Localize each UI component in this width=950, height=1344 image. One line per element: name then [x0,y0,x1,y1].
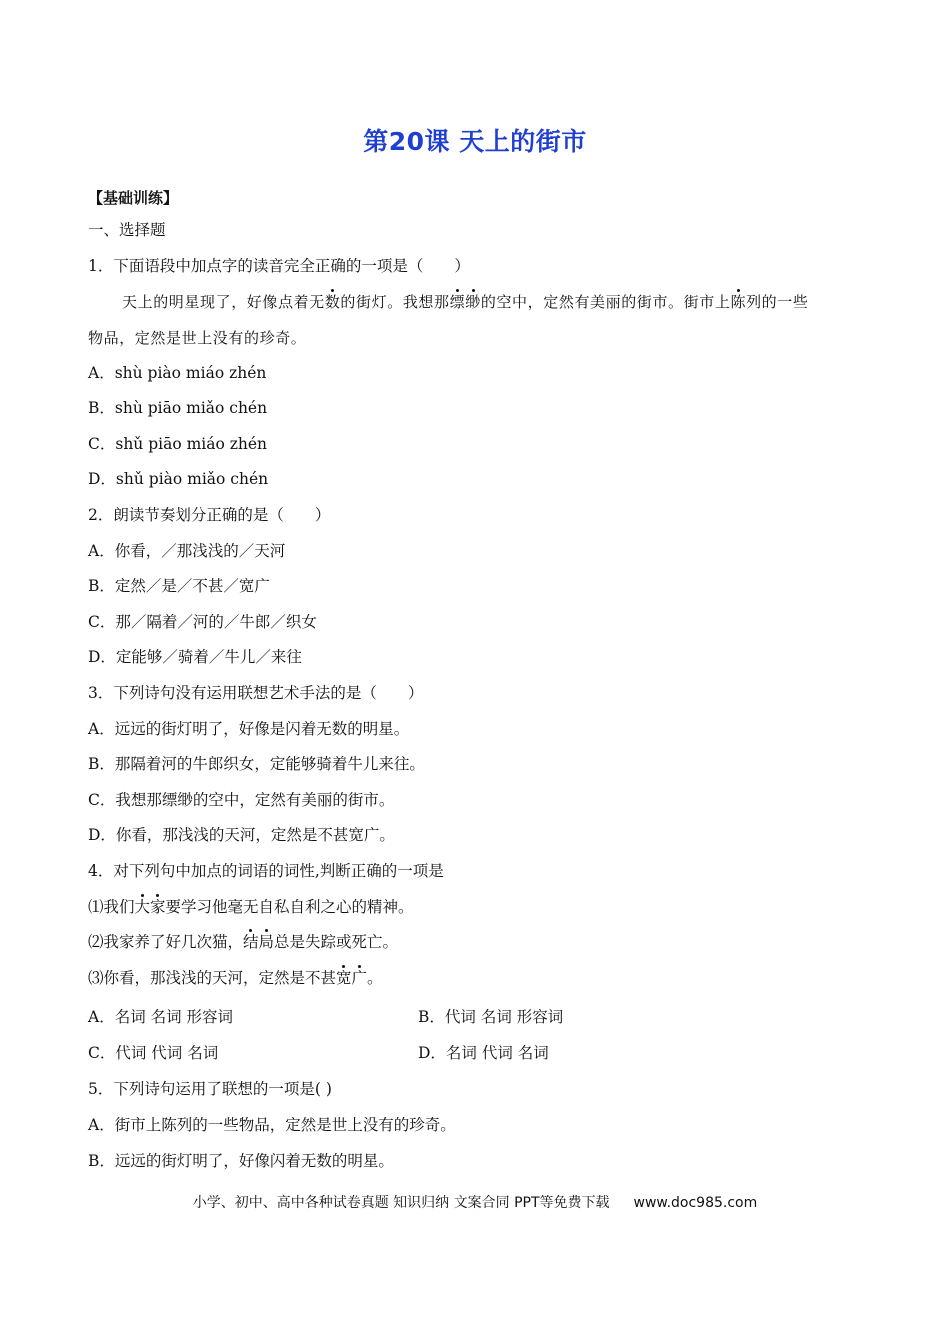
question-1-passage-line-1: 天上的明星现了，好像点着无数的街灯。我想那缥缈的空中，定然有美丽的街市。街市上陈列的一些 [122,293,809,311]
dotted-char: 大 [134,898,151,916]
question-4-option-d: D．名词 代词 名词 [418,1044,549,1062]
question-1-passage-line-2: 物品，定然是世上没有的珍奇。 [88,329,307,347]
question-4-option-b: B．代词 名词 形容词 [418,1008,564,1026]
dotted-char: 家 [150,898,166,916]
part-heading: 一、选择题 [88,221,166,239]
question-3-option-b: B．那隔着河的牛郎织女，定能够骑着牛儿来往。 [88,755,425,773]
question-3-option-c: C．我想那缥缈的空中，定然有美丽的街市。 [88,791,395,809]
dotted-char: 局 [258,933,275,951]
page-footer [0,1192,950,1212]
question-3-option-d: D．你看，那浅浅的天河，定然是不甚宽广。 [88,826,395,844]
question-1-option-d: D．shǔ piào miǎo chén [88,470,269,488]
section-label: 【基础训练】 [88,189,179,207]
question-4-sentence-1: ⑴我们大家要学习他毫无自私自利之心的精神。 [88,898,414,916]
dotted-char: 数 [324,293,341,311]
question-1-stem: 1．下面语段中加点字的读音完全正确的一项是（ ） [88,257,470,275]
dotted-char: 缈 [465,293,481,311]
dotted-char: 广 [351,969,368,987]
question-4-sentence-2: ⑵我家养了好几次猫，结局总是失踪或死亡。 [88,933,399,951]
question-2-option-c: C．那／隔着／河的／牛郎／织女 [88,613,317,631]
footer-url: www.doc985.com [633,1195,758,1211]
question-4-option-c: C．代词 代词 名词 [88,1044,219,1062]
dotted-char: 结 [243,933,259,951]
question-4-stem: 4．对下列句中加点的词语的词性,判断正确的一项是 [88,862,444,880]
question-3-option-a: A．远远的街灯明了，好像是闪着无数的明星。 [88,720,410,738]
dotted-char: 陈 [730,293,747,311]
question-2-option-d: D．定能够／骑着／牛儿／来往 [88,648,302,666]
question-5-option-b: B．远远的街灯明了，好像闪着无数的明星。 [88,1152,394,1170]
question-5-option-a: A．街市上陈列的一些物品，定然是世上没有的珍奇。 [88,1116,456,1134]
question-4-sentence-3: ⑶你看，那浅浅的天河，定然是不甚宽广。 [88,969,383,987]
question-5-stem: 5．下列诗句运用了联想的一项是( ) [88,1080,332,1098]
question-1-option-b: B．shù piāo miǎo chén [88,399,268,417]
page-title: 第20课 天上的街市 [363,127,587,156]
question-3-stem: 3．下列诗句没有运用联想艺术手法的是（ ） [88,684,424,702]
question-2-option-a: A．你看，／那浅浅的／天河 [88,542,286,560]
question-2-option-b: B．定然／是／不甚／宽广 [88,577,270,595]
question-2-stem: 2．朗读节奏划分正确的是（ ） [88,506,331,524]
question-1-option-a: A．shù piào miáo zhén [88,364,267,382]
dotted-char: 缥 [449,293,466,311]
footer-text: 小学、初中、高中各种试卷真题 知识归纳 文案合同 PPT等免费下载 [192,1195,610,1211]
dotted-char: 宽 [336,969,352,987]
question-1-option-c: C．shǔ piāo miáo zhén [88,435,268,453]
question-4-option-a: A．名词 名词 形容词 [88,1008,234,1026]
